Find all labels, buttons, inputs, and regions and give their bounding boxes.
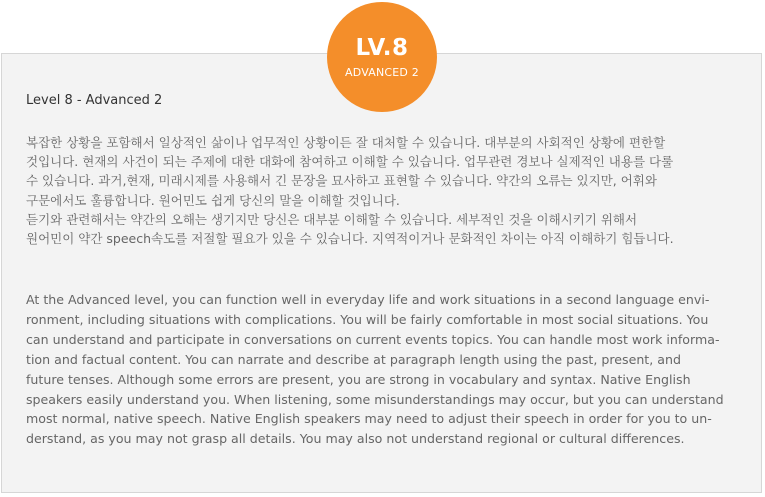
description-english-line: ronment, including situations with complications. You will be fairly comfortable in most social situations. You <box>26 311 709 327</box>
description-korean-line: 것입니다. 현재의 사건이 되는 주제에 대한 대화에 참여하고 이해할 수 있습니다. 업무관련 경보나 실제적인 내용를 다룰 <box>26 154 674 170</box>
description-english-line: At the Advanced level, you can function well in everyday life and work situations in a second language envi- <box>26 292 710 307</box>
badge-level-text: LV.8 <box>355 35 409 61</box>
description-english-line: tion and factual content. You can narrate and describe at paragraph length using the past, present, and <box>26 351 681 367</box>
description-english-line: can understand and participate in conversations on current events topics. You can handle most work informa- <box>26 331 720 347</box>
description-korean-line: 듣기와 관련해서는 약간의 오해는 생기지만 당신은 대부분 이해할 수 있습니다. 세부적인 것을 이해시키기 위해서 <box>26 211 638 227</box>
description-korean-line: 수 있습니다. 과거,현재, 미래시제를 사용해서 긴 문장을 묘사하고 표현할 수 있습니다. 약간의 오류는 있지만, 어휘와 <box>26 173 657 189</box>
description-korean-line: 복잡한 상황을 포함해서 일상적인 삶이나 업무적인 상황이든 잘 대처할 수 있습니다. 대부분의 사회적인 상황에 편한할 <box>26 135 666 150</box>
level-badge <box>327 2 437 112</box>
level-title: Level 8 - Advanced 2 <box>26 93 163 108</box>
description-english-line: most normal, native speech. Native English speakers may need to adjust their speech in order for you to un- <box>26 411 712 427</box>
description-english <box>26 290 742 449</box>
description-english-line: future tenses. Although some errors are present, you are strong in vocabulary and syntax. Native English <box>26 371 691 387</box>
description-english-line: derstand, as you may not grasp all details. You may also not understand regional or cultural differences. <box>26 431 685 447</box>
badge-subtitle-text: ADVANCED 2 <box>345 66 419 79</box>
description-korean <box>26 133 742 248</box>
description-english-line: speakers easily understand you. When listening, some misunderstandings may occur, but you can understand <box>26 391 724 407</box>
description-korean-line: 원어민이 약간 speech속도를 저절할 필요가 있을 수 있습니다. 지역적이거나 문화적인 차이는 아직 이해하기 힘듭니다. <box>26 231 674 247</box>
description-korean-line: 구문에서도 훌륭합니다. 원어민도 쉽게 당신의 말을 이해할 것입니다. <box>26 192 400 208</box>
